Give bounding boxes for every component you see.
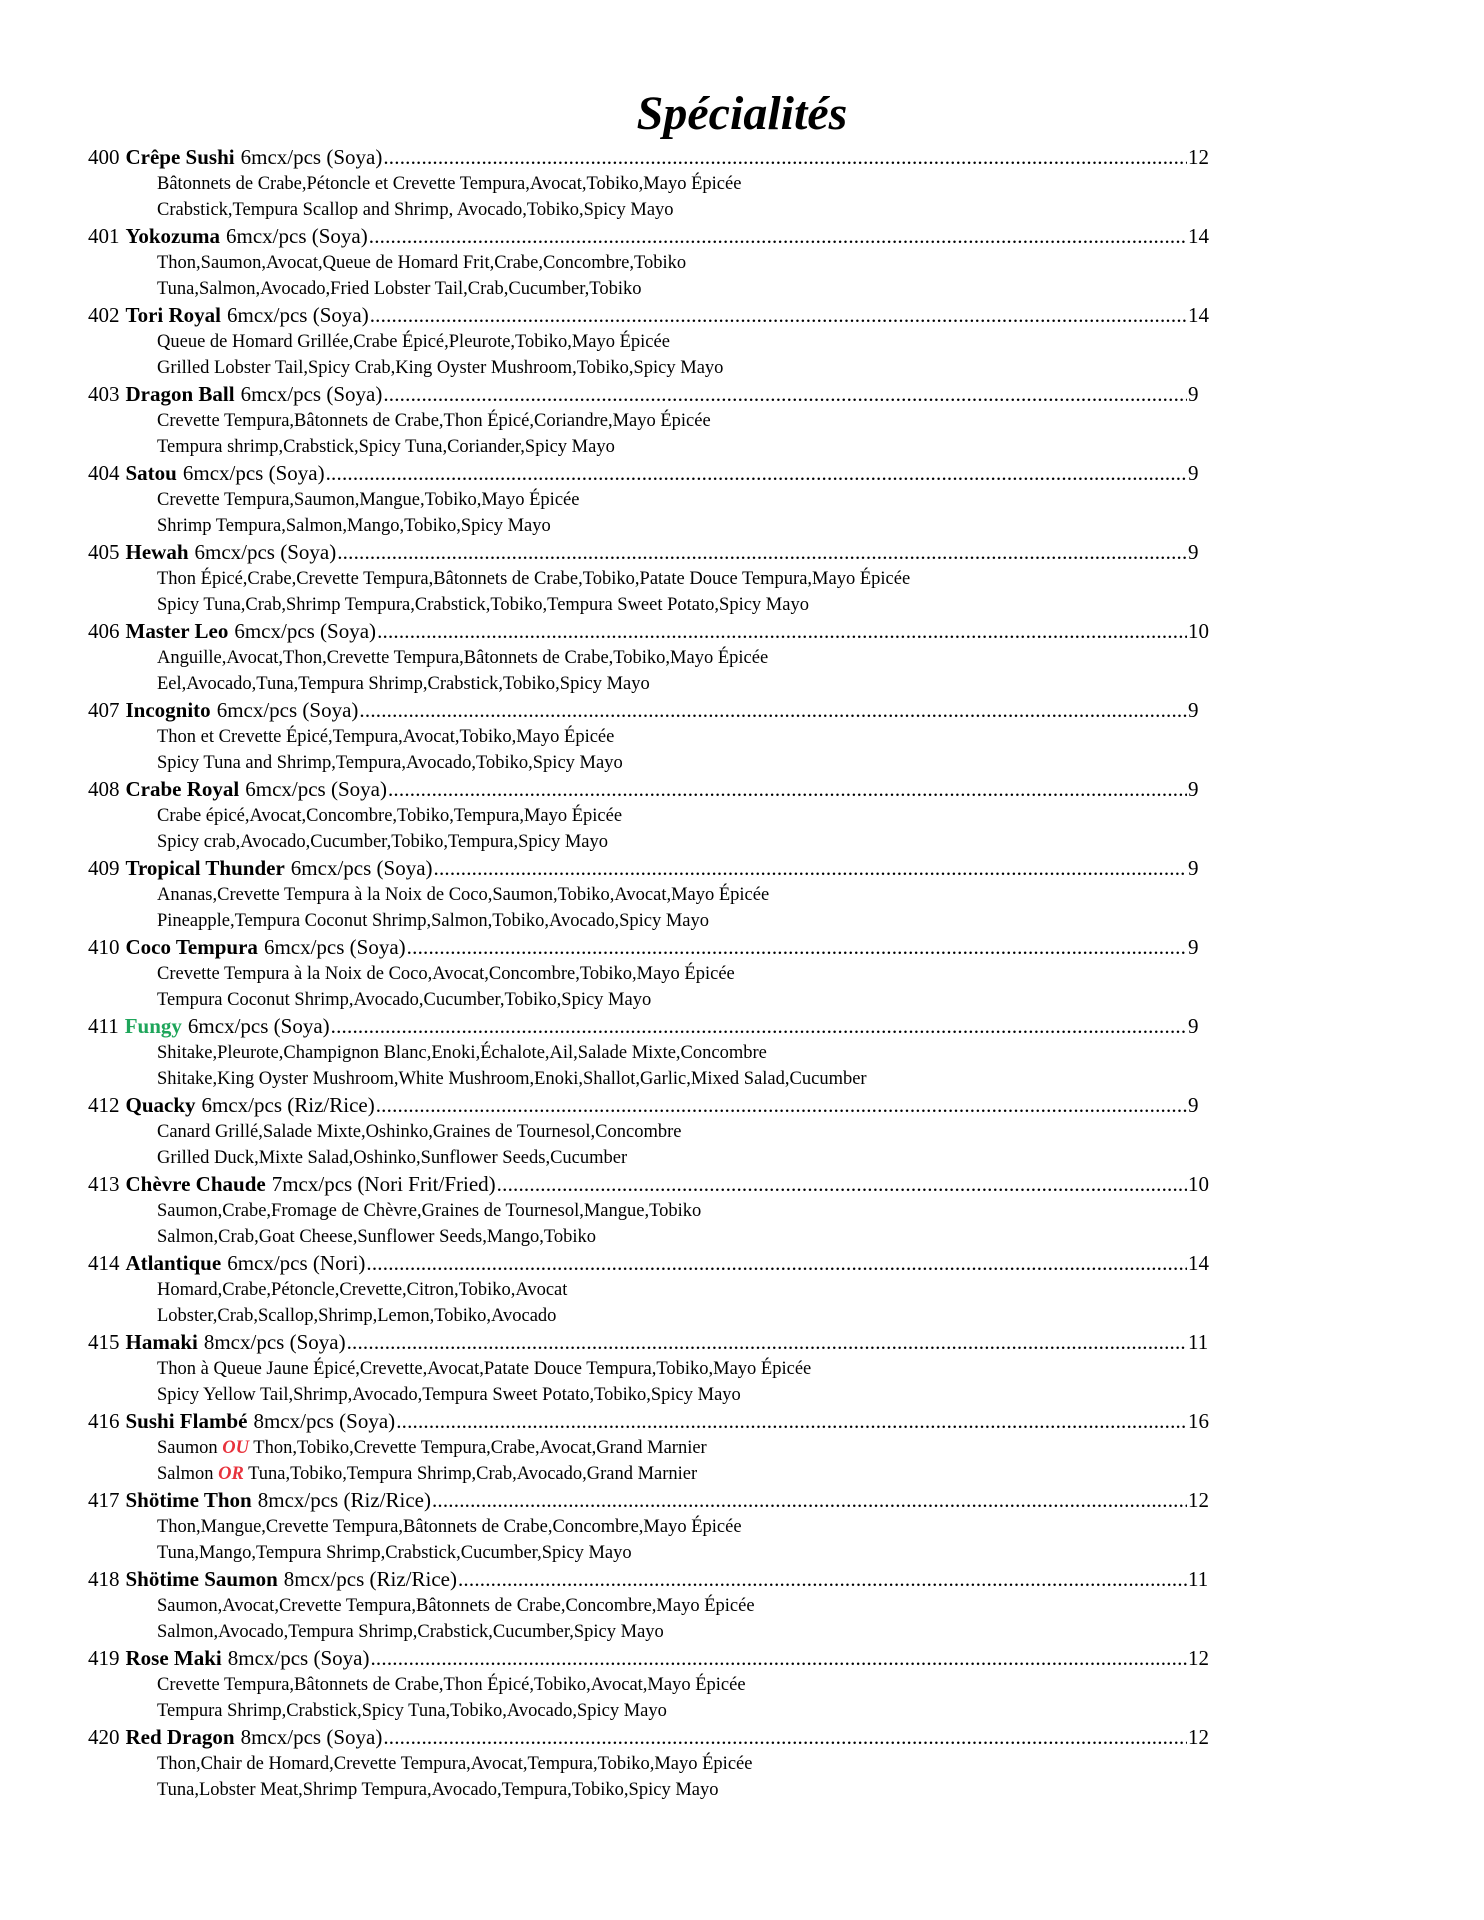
item-description-en: Crabstick,Tempura Scallop and Shrimp, Avocado,Tobiko,Spicy Mayo xyxy=(157,200,674,220)
menu-item-408 xyxy=(88,776,1218,855)
dot-leader xyxy=(432,1487,1187,1514)
item-heading xyxy=(88,1645,1218,1672)
item-description-en: Shitake,King Oyster Mushroom,White Mushroom,Enoki,Shallot,Garlic,Mixed Salad,Cucumber xyxy=(157,1069,867,1089)
or-word-en: OR xyxy=(218,1464,244,1484)
item-description-fr: Queue de Homard Grillée,Crabe Épicé,Pleurote,Tobiko,Mayo Épicée xyxy=(157,332,670,352)
menu-item-403 xyxy=(88,381,1218,460)
menu-item-402 xyxy=(88,302,1218,381)
item-description-en: Grilled Lobster Tail,Spicy Crab,King Oyster Mushroom,Tobiko,Spicy Mayo xyxy=(157,358,724,378)
item-description-en: Eel,Avocado,Tuna,Tempura Shrimp,Crabstick,Tobiko,Spicy Mayo xyxy=(157,674,650,694)
item-number: 418 xyxy=(88,1567,120,1591)
item-number: 409 xyxy=(88,856,120,880)
menu-item-410 xyxy=(88,934,1218,1013)
menu-item-413 xyxy=(88,1171,1218,1250)
item-name: Tropical Thunder xyxy=(125,856,285,880)
item-size: 6mcx/pcs (Soya) xyxy=(240,145,383,169)
dot-leader xyxy=(396,1408,1187,1435)
desc-part: Tuna,Tobiko,Tempura Shrimp,Crab,Avocado,Grand Marnier xyxy=(243,1464,698,1484)
item-size: 6mcx/pcs (Soya) xyxy=(187,1014,330,1038)
item-size: 7mcx/pcs (Nori Frit/Fried) xyxy=(271,1172,496,1196)
item-name: Crêpe Sushi xyxy=(125,145,235,169)
item-number: 406 xyxy=(88,619,120,643)
desc-part: Salmon xyxy=(157,1464,219,1484)
desc-part: Thon,Tobiko,Crevette Tempura,Crabe,Avocat,Grand Marnier xyxy=(249,1438,707,1458)
item-size: 6mcx/pcs (Soya) xyxy=(182,461,325,485)
item-size: 6mcx/pcs (Soya) xyxy=(226,303,369,327)
menu-item-407 xyxy=(88,697,1218,776)
dot-leader xyxy=(376,1092,1187,1119)
item-name: Master Leo xyxy=(125,619,229,643)
item-price: 16 xyxy=(1188,1409,1209,1433)
item-size: 6mcx/pcs (Soya) xyxy=(234,619,377,643)
item-number: 420 xyxy=(88,1725,120,1749)
item-description-fr: Crevette Tempura,Saumon,Mangue,Tobiko,Mayo Épicée xyxy=(157,490,580,510)
item-heading xyxy=(88,1487,1218,1514)
item-description-en: Spicy Yellow Tail,Shrimp,Avocado,Tempura Sweet Potato,Tobiko,Spicy Mayo xyxy=(157,1385,741,1405)
item-description-fr: Ananas,Crevette Tempura à la Noix de Coco,Saumon,Tobiko,Avocat,Mayo Épicée xyxy=(157,885,770,905)
item-description-en: Lobster,Crab,Scallop,Shrimp,Lemon,Tobiko,Avocado xyxy=(157,1306,557,1326)
item-description-fr: Thon,Saumon,Avocat,Queue de Homard Frit,Crabe,Concombre,Tobiko xyxy=(157,253,687,273)
item-size: 6mcx/pcs (Riz/Rice) xyxy=(201,1093,375,1117)
menu-item-420 xyxy=(88,1724,1218,1803)
dot-leader xyxy=(347,1329,1187,1356)
item-heading xyxy=(88,460,1218,487)
item-size: 6mcx/pcs (Soya) xyxy=(290,856,433,880)
item-description-en: Spicy Tuna and Shrimp,Tempura,Avocado,Tobiko,Spicy Mayo xyxy=(157,753,623,773)
item-heading xyxy=(88,381,1218,408)
item-number: 401 xyxy=(88,224,120,248)
menu-item-404 xyxy=(88,460,1218,539)
dot-leader xyxy=(497,1171,1187,1198)
item-number: 417 xyxy=(88,1488,120,1512)
item-description-en: Spicy Tuna,Crab,Shrimp Tempura,Crabstick,Tobiko,Tempura Sweet Potato,Spicy Mayo xyxy=(157,595,809,615)
dot-leader xyxy=(458,1566,1187,1593)
item-name: Hewah xyxy=(125,540,189,564)
item-name: Sushi Flambé xyxy=(125,1409,248,1433)
item-number: 402 xyxy=(88,303,120,327)
item-price: 14 xyxy=(1188,303,1209,327)
item-size: 8mcx/pcs (Soya) xyxy=(253,1409,396,1433)
menu-item-415 xyxy=(88,1329,1218,1408)
item-size: 8mcx/pcs (Soya) xyxy=(203,1330,346,1354)
menu-item-400 xyxy=(88,144,1218,223)
menu-item-419 xyxy=(88,1645,1218,1724)
specialties-list xyxy=(88,144,1218,1803)
item-name: Dragon Ball xyxy=(125,382,235,406)
item-description-fr: Homard,Crabe,Pétoncle,Crevette,Citron,Tobiko,Avocat xyxy=(157,1280,568,1300)
dot-leader xyxy=(326,460,1187,487)
item-number: 413 xyxy=(88,1172,120,1196)
menu-item-401 xyxy=(88,223,1218,302)
item-description-fr xyxy=(88,1435,1218,1461)
item-description-en xyxy=(88,1461,1218,1487)
item-description-en: Tempura Coconut Shrimp,Avocado,Cucumber,Tobiko,Spicy Mayo xyxy=(157,990,652,1010)
item-size: 6mcx/pcs (Soya) xyxy=(216,698,359,722)
item-price: 10 xyxy=(1188,619,1209,643)
item-price: 9 xyxy=(1188,1093,1199,1117)
item-price: 9 xyxy=(1188,777,1199,801)
item-price: 11 xyxy=(1188,1330,1209,1354)
menu-item-416 xyxy=(88,1408,1218,1487)
item-price: 12 xyxy=(1188,1488,1209,1512)
item-heading xyxy=(88,1408,1218,1435)
menu-item-409 xyxy=(88,855,1218,934)
item-description-fr: Crevette Tempura à la Noix de Coco,Avocat,Concombre,Tobiko,Mayo Épicée xyxy=(157,964,735,984)
item-name: Red Dragon xyxy=(125,1725,235,1749)
desc-part: Saumon xyxy=(157,1438,223,1458)
dot-leader xyxy=(383,381,1187,408)
item-name: Incognito xyxy=(125,698,211,722)
item-price: 12 xyxy=(1188,1725,1209,1749)
item-description-fr: Thon,Mangue,Crevette Tempura,Bâtonnets de Crabe,Concombre,Mayo Épicée xyxy=(157,1517,742,1537)
dot-leader xyxy=(331,1013,1187,1040)
item-heading xyxy=(88,1724,1218,1751)
item-number: 416 xyxy=(88,1409,120,1433)
item-size: 6mcx/pcs (Nori) xyxy=(227,1251,366,1275)
item-size: 8mcx/pcs (Soya) xyxy=(227,1646,370,1670)
item-name: Hamaki xyxy=(125,1330,198,1354)
item-description-en: Tuna,Lobster Meat,Shrimp Tempura,Avocado,Tempura,Tobiko,Spicy Mayo xyxy=(157,1780,719,1800)
item-description-fr: Saumon,Avocat,Crevette Tempura,Bâtonnets de Crabe,Concombre,Mayo Épicée xyxy=(157,1596,755,1616)
item-price: 9 xyxy=(1188,1014,1199,1038)
item-number: 412 xyxy=(88,1093,120,1117)
dot-leader xyxy=(407,934,1187,961)
item-number: 415 xyxy=(88,1330,120,1354)
item-price: 11 xyxy=(1188,1567,1209,1591)
item-description-en: Spicy crab,Avocado,Cucumber,Tobiko,Tempura,Spicy Mayo xyxy=(157,832,609,852)
or-word-fr: OU xyxy=(222,1438,249,1458)
item-description-en: Shrimp Tempura,Salmon,Mango,Tobiko,Spicy Mayo xyxy=(157,516,551,536)
item-price: 12 xyxy=(1188,1646,1209,1670)
menu-item-406 xyxy=(88,618,1218,697)
item-description-en: Tuna,Salmon,Avocado,Fried Lobster Tail,Crab,Cucumber,Tobiko xyxy=(157,279,642,299)
dot-leader xyxy=(370,302,1187,329)
item-name: Shötime Saumon xyxy=(125,1567,278,1591)
item-heading xyxy=(88,855,1218,882)
item-size: 6mcx/pcs (Soya) xyxy=(194,540,337,564)
item-heading xyxy=(88,1092,1218,1119)
item-price: 10 xyxy=(1188,1172,1209,1196)
item-description-en: Tempura Shrimp,Crabstick,Spicy Tuna,Tobiko,Avocado,Spicy Mayo xyxy=(157,1701,667,1721)
item-description-fr: Thon Épicé,Crabe,Crevette Tempura,Bâtonnets de Crabe,Tobiko,Patate Douce Tempura,Mayo Épicée xyxy=(157,569,911,589)
item-price: 9 xyxy=(1188,935,1199,959)
item-name: Yokozuma xyxy=(125,224,221,248)
item-number: 407 xyxy=(88,698,120,722)
item-description-fr: Anguille,Avocat,Thon,Crevette Tempura,Bâtonnets de Crabe,Tobiko,Mayo Épicée xyxy=(157,648,769,668)
item-name: Atlantique xyxy=(125,1251,222,1275)
item-number: 403 xyxy=(88,382,120,406)
item-description-fr: Shitake,Pleurote,Champignon Blanc,Enoki,Échalote,Ail,Salade Mixte,Concombre xyxy=(157,1043,767,1063)
item-heading xyxy=(88,776,1218,803)
menu-item-414 xyxy=(88,1250,1218,1329)
item-number: 408 xyxy=(88,777,120,801)
item-description-en: Pineapple,Tempura Coconut Shrimp,Salmon,Tobiko,Avocado,Spicy Mayo xyxy=(157,911,709,931)
item-number: 405 xyxy=(88,540,120,564)
item-heading xyxy=(88,618,1218,645)
dot-leader xyxy=(383,144,1187,171)
item-size: 8mcx/pcs (Riz/Rice) xyxy=(283,1567,457,1591)
menu-item-412 xyxy=(88,1092,1218,1171)
item-description-fr: Thon,Chair de Homard,Crevette Tempura,Avocat,Tempura,Tobiko,Mayo Épicée xyxy=(157,1754,753,1774)
item-heading xyxy=(88,1329,1218,1356)
item-description-en: Tempura shrimp,Crabstick,Spicy Tuna,Coriander,Spicy Mayo xyxy=(157,437,615,457)
item-heading xyxy=(88,1171,1218,1198)
menu-item-417 xyxy=(88,1487,1218,1566)
page-title: Spécialités xyxy=(636,87,848,140)
menu-item-418 xyxy=(88,1566,1218,1645)
item-heading xyxy=(88,1013,1218,1040)
item-description-fr: Saumon,Crabe,Fromage de Chèvre,Graines de Tournesol,Mangue,Tobiko xyxy=(157,1201,702,1221)
item-number: 400 xyxy=(88,145,120,169)
item-price: 14 xyxy=(1188,224,1209,248)
item-heading xyxy=(88,1566,1218,1593)
item-heading xyxy=(88,539,1218,566)
item-price: 9 xyxy=(1188,856,1199,880)
item-heading xyxy=(88,1250,1218,1277)
dot-leader xyxy=(337,539,1187,566)
dot-leader xyxy=(388,776,1187,803)
item-size: 8mcx/pcs (Riz/Rice) xyxy=(257,1488,431,1512)
item-name: Quacky xyxy=(125,1093,196,1117)
item-number: 410 xyxy=(88,935,120,959)
item-description-fr: Thon et Crevette Épicé,Tempura,Avocat,Tobiko,Mayo Épicée xyxy=(157,727,615,747)
item-price: 9 xyxy=(1188,382,1199,406)
item-description-en: Salmon,Avocado,Tempura Shrimp,Crabstick,Cucumber,Spicy Mayo xyxy=(157,1622,664,1642)
item-description-en: Grilled Duck,Mixte Salad,Oshinko,Sunflower Seeds,Cucumber xyxy=(157,1148,628,1168)
item-description-fr: Bâtonnets de Crabe,Pétoncle et Crevette Tempura,Avocat,Tobiko,Mayo Épicée xyxy=(157,174,742,194)
item-heading xyxy=(88,223,1218,250)
item-price: 12 xyxy=(1188,145,1209,169)
item-description-en: Tuna,Mango,Tempura Shrimp,Crabstick,Cucumber,Spicy Mayo xyxy=(157,1543,632,1563)
item-description-fr: Crevette Tempura,Bâtonnets de Crabe,Thon Épicé,Tobiko,Avocat,Mayo Épicée xyxy=(157,1675,746,1695)
item-number: 419 xyxy=(88,1646,120,1670)
item-size: 6mcx/pcs (Soya) xyxy=(263,935,406,959)
dot-leader xyxy=(383,1724,1187,1751)
item-size: 6mcx/pcs (Soya) xyxy=(240,382,383,406)
item-name: Chèvre Chaude xyxy=(125,1172,266,1196)
menu-item-405 xyxy=(88,539,1218,618)
menu-item-411 xyxy=(88,1013,1218,1092)
item-number: 411 xyxy=(88,1014,119,1038)
item-heading xyxy=(88,697,1218,724)
item-description-en: Salmon,Crab,Goat Cheese,Sunflower Seeds,Mango,Tobiko xyxy=(157,1227,597,1247)
item-heading xyxy=(88,144,1218,171)
item-price: 9 xyxy=(1188,540,1199,564)
item-heading xyxy=(88,302,1218,329)
item-description-fr: Crevette Tempura,Bâtonnets de Crabe,Thon Épicé,Coriandre,Mayo Épicée xyxy=(157,411,711,431)
item-name: Coco Tempura xyxy=(125,935,258,959)
item-size: 6mcx/pcs (Soya) xyxy=(226,224,368,248)
item-name-vegetarian: Fungy xyxy=(124,1014,182,1038)
item-size: 8mcx/pcs (Soya) xyxy=(240,1725,383,1749)
item-name: Shötime Thon xyxy=(125,1488,252,1512)
item-size: 6mcx/pcs (Soya) xyxy=(245,777,387,801)
item-description-fr: Thon à Queue Jaune Épicé,Crevette,Avocat,Patate Douce Tempura,Tobiko,Mayo Épicée xyxy=(157,1359,812,1379)
item-heading xyxy=(88,934,1218,961)
dot-leader xyxy=(359,697,1187,724)
dot-leader xyxy=(369,223,1187,250)
dot-leader xyxy=(370,1645,1187,1672)
item-description-fr: Canard Grillé,Salade Mixte,Oshinko,Graines de Tournesol,Concombre xyxy=(157,1122,682,1142)
dot-leader xyxy=(366,1250,1187,1277)
item-name: Rose Maki xyxy=(125,1646,222,1670)
item-price: 9 xyxy=(1188,461,1199,485)
item-name: Satou xyxy=(125,461,177,485)
item-number: 414 xyxy=(88,1251,120,1275)
item-name: Crabe Royal xyxy=(125,777,240,801)
dot-leader xyxy=(377,618,1187,645)
item-price: 14 xyxy=(1188,1251,1209,1275)
item-description-fr: Crabe épicé,Avocat,Concombre,Tobiko,Tempura,Mayo Épicée xyxy=(157,806,623,826)
dot-leader xyxy=(434,855,1187,882)
item-price: 9 xyxy=(1188,698,1199,722)
item-number: 404 xyxy=(88,461,120,485)
item-name: Tori Royal xyxy=(125,303,221,327)
